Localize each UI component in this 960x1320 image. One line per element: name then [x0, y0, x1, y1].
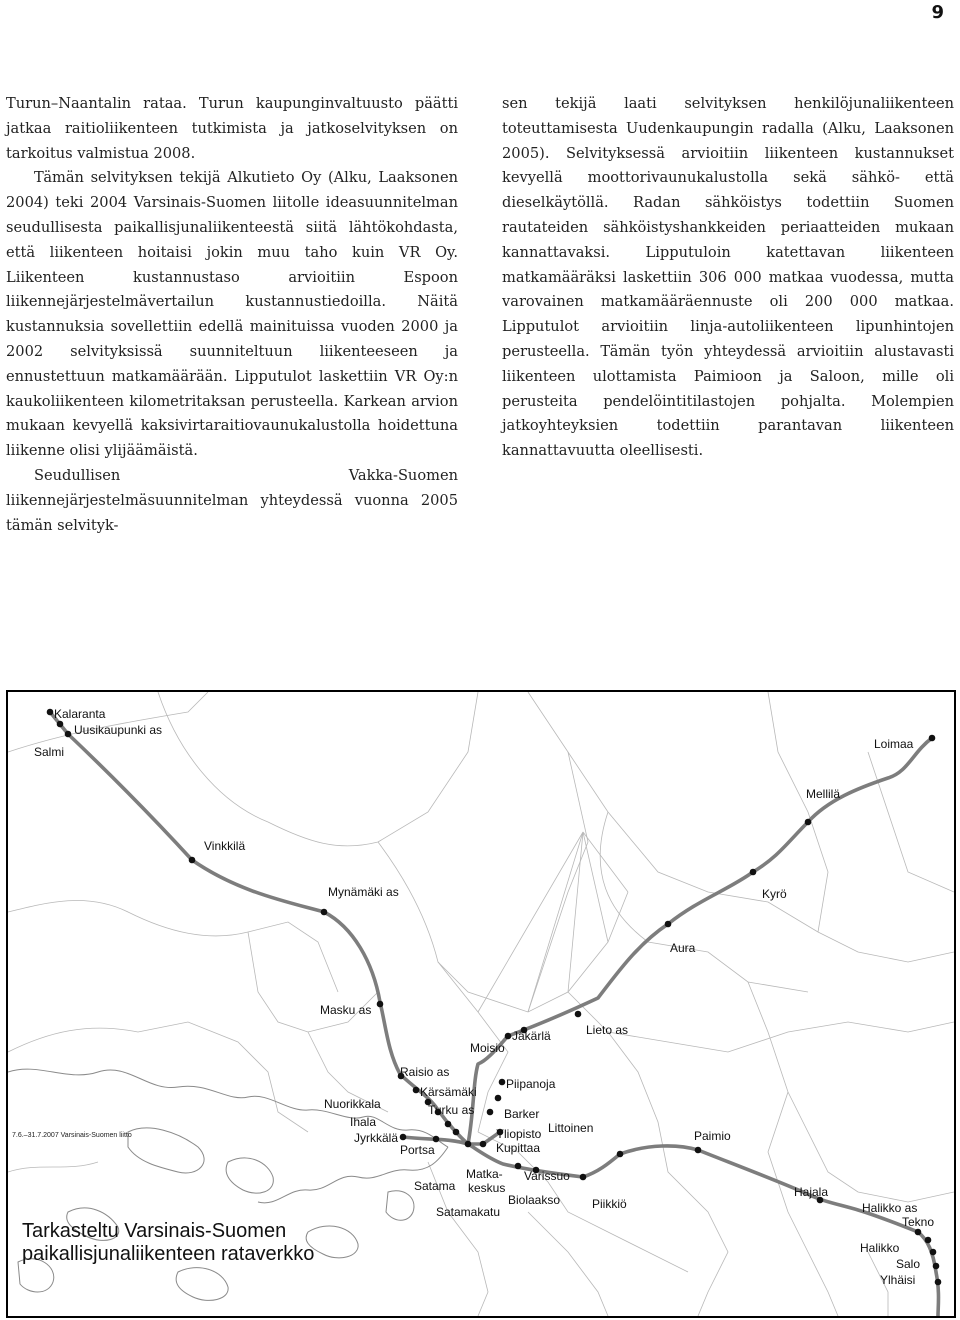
station-label: Ylhäisi [880, 1273, 916, 1287]
paragraph: Tämän selvityksen tekijä Alkutieto Oy (Alku, Laaksonen 2004) teki 2004 Varsinais-Suomen liitolle ideasuunnitelman seudullisesta paikallisjunaliikenteestä siitä lähtökohdasta, että liikenteen hoitaisi jokin muu taho kuin VR Oy. Liikenteen kustannustaso arvioitiin Espoon liikennejärjestelmävertailun kustannustiedoilla. Näitä kustannuksia sovellettiin edellä mainituissa vuoden 2000 ja 2002 selvityksissä suunniteltuun liikenteeseen ja ennustettuun matkamäärään. Lipputulot laskettiin VR Oy:n kaukoliikenteen kilometritaksan perusteella. Karkean arvion mukaan kevyellä kaksivirtaraitiovaunukalustolla hoidettuna liikenne olisi ylijäämäistä. [6, 169, 458, 460]
station-label: Vinkkilä [204, 839, 246, 853]
station-label: Piipanoja [506, 1077, 556, 1091]
station-dot-varissuo [515, 1163, 522, 1170]
station-label: Matka- [466, 1167, 503, 1181]
station-label: Kärsämäki [420, 1085, 477, 1099]
station-label: Satama [414, 1179, 456, 1193]
map-credit: 7.6.–31.7.2007 Varsinais-Suomen liitto [12, 1132, 132, 1139]
station-label: Mellilä [806, 787, 841, 801]
station-label: Salmi [34, 745, 65, 759]
station-label: Portsa [400, 1143, 435, 1157]
station-label: Satamakatu [436, 1205, 501, 1219]
station-dot-aura [665, 921, 672, 928]
station-label: Hajala [794, 1185, 829, 1199]
station-label: Kupittaa [496, 1141, 541, 1155]
station-dot-mynamaki [321, 909, 328, 916]
paragraph: Seudullisen Vakka-Suomen liikennejärjestelmäsuunnitelman yhteydessä vuonna 2005 tämän selvityk- [6, 466, 458, 534]
station-label: Jyrkkälä [354, 1131, 399, 1145]
map-title-line: paikallisjunaliikenteen rataverkko [22, 1243, 315, 1265]
station-label: Biolaakso [508, 1193, 561, 1207]
station-dot-salo [933, 1263, 940, 1270]
station-dot-barker [495, 1095, 502, 1102]
station-dot-tekno [925, 1237, 932, 1244]
station-label: Tekno [902, 1215, 935, 1229]
station-dot-halikko [930, 1249, 937, 1256]
station-dot-biolaakso [580, 1174, 587, 1181]
text-column-right [502, 92, 954, 464]
paragraph: sen tekijä laati selvityksen henkilöjunaliikenteen toteuttamisesta Uudenkaupungin radalla (Alku, Laaksonen 2005). Selvityksessä arvioitiin liikenteen kustannukset kevyellä moottorivaunukalustolla sekä sähkö- että dieselkäytöllä. Radan sähköistys todettiin Suomen rautateiden sähköistyshankkeiden periaatteiden mukaan kannattavaksi. Lipputuloin katettavan liikenteen matkamääräksi laskettiin 306 000 matkaa vuodessa, mutta varovainen matkamääräennuste oli 200 000 matkaa. Lipputulot arvioitiin linja-autoliikenteen lipunhintojen perusteella. Tämän työn yhteydessä arvioitiin alustavasti liikenteen ulottamista Paimioon ja Saloon, mille oli perusteita pendelöintitilastojen pohjalta. Molempien jatkoyhteyksien todettiin parantavan liikenteen kannattavuutta oleellisesti. [502, 95, 954, 460]
map-title [22, 1220, 314, 1266]
station-label: Littoinen [548, 1121, 594, 1135]
station-dot-paimio [695, 1147, 702, 1154]
station-dot-yliopisto [487, 1109, 494, 1116]
station-dot-matkakeskus [480, 1141, 487, 1148]
rail-network-map [6, 690, 956, 1318]
rail-line-uusikaupunki [50, 712, 468, 1144]
station-dot-piipanoja [499, 1079, 506, 1086]
station-label: keskus [468, 1181, 506, 1195]
station-dot-satamakatu [433, 1136, 440, 1143]
station-dot-uusikaupunki [57, 721, 64, 728]
station-dot-nuorikkala [413, 1087, 420, 1094]
station-dot-kyro [750, 869, 757, 876]
station-label: Nuorikkala [324, 1097, 381, 1111]
station-label: Turku as [428, 1103, 475, 1117]
station-label: Lieto as [586, 1023, 629, 1037]
station-dot-vinkkila [189, 857, 196, 864]
station-dot-halikko-as [915, 1229, 922, 1236]
station-label: Ihala [350, 1115, 377, 1129]
station-label: Jäkärlä [512, 1029, 551, 1043]
map-rays [478, 832, 628, 1012]
station-label: Uusikaupunki as [74, 723, 163, 737]
station-label: Paimio [694, 1129, 731, 1143]
station-dot-portsa [453, 1129, 460, 1136]
station-dot-satama [400, 1134, 407, 1141]
station-dot-piikkio [617, 1151, 624, 1158]
station-dot-ylhaisi [935, 1279, 942, 1286]
station-label: Piikkiö [592, 1197, 627, 1211]
station-label: Raisio as [400, 1065, 450, 1079]
station-dot-jyrkkala [445, 1121, 452, 1128]
station-dot-moisio [505, 1033, 512, 1040]
station-dot-kalaranta [47, 709, 54, 716]
station-dot-salmi [65, 731, 72, 738]
station-label: Halikko [860, 1241, 900, 1255]
station-label: Mynämäki as [328, 885, 399, 899]
station-dot-lieto [575, 1011, 582, 1018]
page-number: 9 [931, 2, 944, 23]
station-label: Salo [896, 1257, 921, 1271]
station-label: Barker [504, 1107, 540, 1121]
station-label: Moisio [470, 1041, 505, 1055]
station-label: Loimaa [874, 737, 914, 751]
paragraph: Turun–Naantalin rataa. Turun kaupunginvaltuusto päätti jatkaa raitioliikenteen tutkimista ja jatkoselvityksen on tarkoitus valmistua 2008. [6, 95, 458, 162]
text-column-left [6, 92, 458, 538]
map-title-line: Tarkasteltu Varsinais-Suomen [22, 1220, 287, 1242]
station-dot-turku [465, 1141, 472, 1148]
station-dot-masku [377, 1001, 384, 1008]
station-dot-mellila [805, 819, 812, 826]
station-label: Kyrö [762, 887, 787, 901]
station-label: Masku as [320, 1003, 372, 1017]
station-label: Varissuo [524, 1169, 570, 1183]
station-label: Aura [670, 941, 696, 955]
station-label: Halikko as [862, 1201, 918, 1215]
station-label: Kalaranta [54, 707, 106, 721]
station-label: Yliopisto [496, 1127, 542, 1141]
station-dot-loimaa [929, 735, 936, 742]
